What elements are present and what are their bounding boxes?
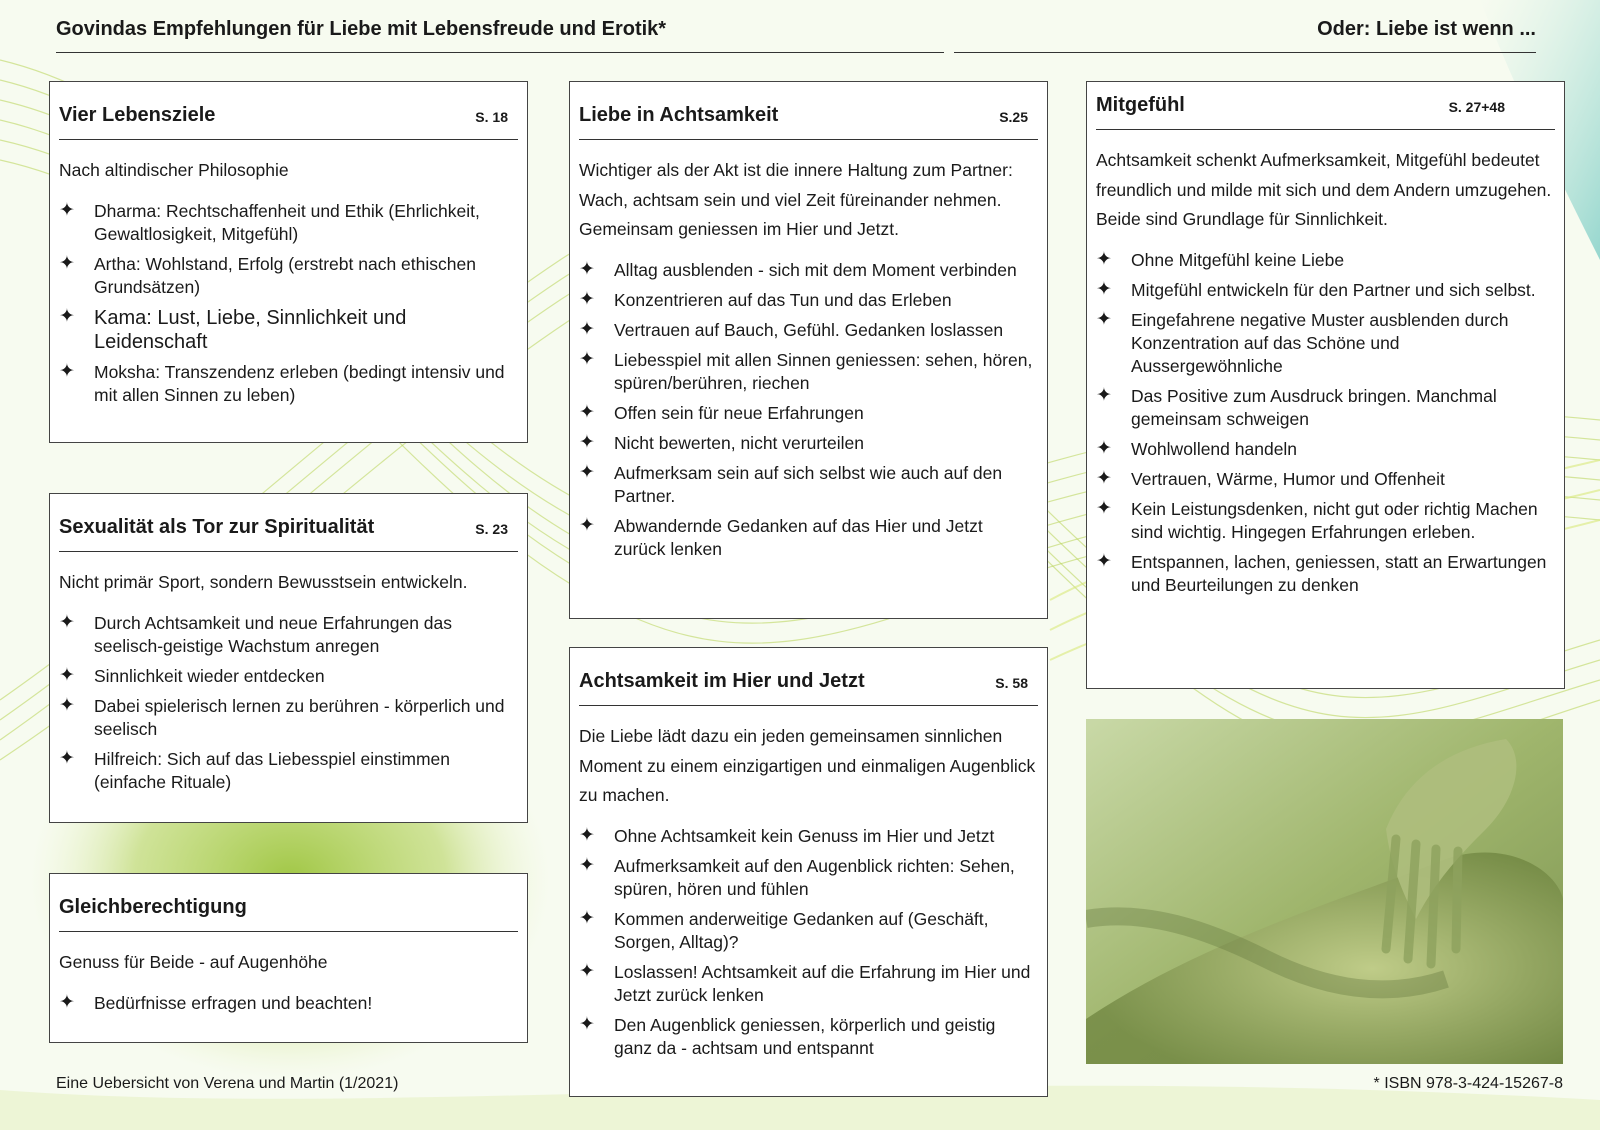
list-item: ✦ Dabei spielerisch lernen zu berühren - körperlich und seelisch [59, 694, 505, 739]
card-mitgefuehl [1086, 81, 1565, 689]
bullet-list [59, 200, 518, 407]
star-bullet-icon: ✦ [1096, 497, 1112, 519]
list-item: ✦ Wohlwollend handeln [1096, 437, 1298, 459]
card-intro: Achtsamkeit schenkt Aufmerksamkeit, Mitgefühl bedeutet freundlich und milde mit sich und dem Andern umzugehen. Beide sind Grundlage für Sinnlichkeit. [1096, 150, 1552, 229]
star-bullet-icon: ✦ [579, 907, 595, 929]
star-bullet-icon: ✦ [1096, 308, 1112, 330]
star-bullet-icon: ✦ [579, 514, 595, 536]
star-bullet-icon: ✦ [59, 305, 75, 327]
star-bullet-icon: ✦ [1096, 437, 1112, 459]
star-bullet-icon: ✦ [59, 199, 75, 221]
footer-credit: Eine Uebersicht von Verena und Martin (1/2021) [56, 1075, 399, 1092]
page-reference: S. 58 [995, 675, 1028, 691]
list-item: ✦ Loslassen! Achtsamkeit auf die Erfahrung im Hier und Jetzt zurück lenken [579, 960, 1031, 1005]
list-item: ✦ Artha: Wohlstand, Erfolg (erstrebt nach ethischen Grundsätzen) [59, 252, 476, 297]
star-bullet-icon: ✦ [59, 360, 75, 382]
page-reference: S. 27+48 [1448, 99, 1505, 115]
list-item: ✦ Mitgefühl entwickeln für den Partner und sich selbst. [1096, 278, 1536, 300]
page-reference: S.25 [999, 109, 1028, 125]
page-title: Govindas Empfehlungen für Liebe mit Lebensfreude und Erotik* [56, 18, 667, 40]
list-item: ✦ Aufmerksam sein auf sich selbst wie auch auf den Partner. [579, 461, 1003, 506]
star-bullet-icon: ✦ [579, 854, 595, 876]
list-item: ✦ Den Augenblick geniessen, körperlich und geistig ganz da - achtsam und entspannt [579, 1013, 996, 1058]
list-item: ✦ Konzentrieren auf das Tun und das Erleben [579, 288, 952, 310]
star-bullet-icon: ✦ [59, 611, 75, 633]
star-bullet-icon: ✦ [579, 431, 595, 453]
star-bullet-icon: ✦ [579, 288, 595, 310]
list-item: ✦ Liebesspiel mit allen Sinnen geniessen: sehen, hören, spüren/berühren, riechen [579, 348, 1033, 393]
star-bullet-icon: ✦ [1096, 248, 1112, 270]
card-title: Vier Lebensziele [59, 104, 216, 126]
star-bullet-icon: ✦ [1096, 384, 1112, 406]
bullet-list [59, 612, 518, 794]
list-item: ✦ Nicht bewerten, nicht verurteilen [579, 431, 864, 453]
list-item: ✦ Ohne Mitgefühl keine Liebe [1096, 248, 1345, 270]
list-item: ✦ Dharma: Rechtschaffenheit und Ethik (Ehrlichkeit, Gewaltlosigkeit, Mitgefühl) [59, 199, 480, 244]
card-title: Gleichberechtigung [59, 896, 247, 918]
list-item: ✦ Das Positive zum Ausdruck bringen. Manchmal gemeinsam schweigen [1096, 384, 1497, 429]
card-title: Achtsamkeit im Hier und Jetzt [579, 670, 865, 692]
page-subtitle: Oder: Liebe ist wenn ... [1317, 18, 1536, 40]
card-header [59, 516, 518, 552]
card-intro: Nach altindischer Philosophie [59, 160, 289, 180]
card-title: Liebe in Achtsamkeit [579, 104, 779, 126]
list-item: ✦ Durch Achtsamkeit und neue Erfahrungen das seelisch-geistige Wachstum anregen [59, 611, 452, 656]
list-item: ✦ Offen sein für neue Erfahrungen [579, 401, 864, 423]
star-bullet-icon: ✦ [579, 960, 595, 982]
star-bullet-icon: ✦ [59, 747, 75, 769]
list-item: ✦ Moksha: Transzendenz erleben (bedingt intensiv und mit allen Sinnen zu leben) [59, 360, 505, 405]
list-item: ✦ Vertrauen, Wärme, Humor und Offenheit [1096, 467, 1445, 489]
star-bullet-icon: ✦ [579, 258, 595, 280]
list-item: ✦ Entspannen, lachen, geniessen, statt an Erwartungen und Beurteilungen zu denken [1096, 550, 1547, 595]
card-intro: Die Liebe lädt dazu ein jeden gemeinsamen sinnlichen Moment zu einem einzigartigen und einmaligen Augenblick zu machen. [579, 726, 1036, 805]
star-bullet-icon: ✦ [579, 318, 595, 340]
star-bullet-icon: ✦ [579, 348, 595, 370]
card-vier-lebensziele [49, 81, 528, 443]
star-bullet-icon: ✦ [59, 252, 75, 274]
bullet-list [59, 992, 518, 1015]
list-item: ✦ Alltag ausblenden - sich mit dem Moment verbinden [579, 258, 1017, 280]
bullet-list [1096, 249, 1555, 597]
list-item: ✦ Kein Leistungsdenken, nicht gut oder richtig Machen sind wichtig. Hingegen Erfahrungen erleben. [1096, 497, 1538, 542]
list-item: ✦ Aufmerksamkeit auf den Augenblick richten: Sehen, spüren, hören und fühlen [579, 854, 1015, 899]
star-bullet-icon: ✦ [59, 664, 75, 686]
star-bullet-icon: ✦ [1096, 278, 1112, 300]
card-header [1096, 94, 1555, 130]
massage-photo [1086, 719, 1563, 1064]
star-bullet-icon: ✦ [579, 824, 595, 846]
page-reference: S. 18 [475, 109, 508, 125]
list-item: ✦ Hilfreich: Sich auf das Liebesspiel einstimmen (einfache Rituale) [59, 747, 450, 792]
card-header [579, 104, 1038, 140]
card-header [59, 104, 518, 140]
list-item: ✦ Vertrauen auf Bauch, Gefühl. Gedanken loslassen [579, 318, 1004, 340]
header-rule-right [954, 52, 1536, 53]
list-item: ✦ Ohne Achtsamkeit kein Genuss im Hier und Jetzt [579, 824, 995, 846]
star-bullet-icon: ✦ [1096, 467, 1112, 489]
star-bullet-icon: ✦ [579, 401, 595, 423]
page-reference: S. 23 [475, 521, 508, 537]
card-achtsamkeit-hier-jetzt [569, 647, 1048, 1097]
card-intro: Genuss für Beide - auf Augenhöhe [59, 952, 328, 972]
list-item: ✦ Kommen anderweitige Gedanken auf (Geschäft, Sorgen, Alltag)? [579, 907, 989, 952]
card-intro: Wichtiger als der Akt ist die innere Haltung zum Partner: Wach, achtsam sein und viel Zeit füreinander nehmen. Gemeinsam geniessen im Hier und Jetzt. [579, 160, 1013, 239]
bullet-list [579, 825, 1038, 1060]
bullet-list [579, 259, 1038, 561]
list-item: ✦ Bedürfnisse erfragen und beachten! [59, 991, 373, 1013]
footer-isbn: * ISBN 978-3-424-15267-8 [1373, 1075, 1563, 1092]
list-item: ✦ Abwandernde Gedanken auf das Hier und Jetzt zurück lenken [579, 514, 983, 559]
card-header [59, 896, 518, 932]
card-gleichberechtigung [49, 873, 528, 1043]
star-bullet-icon: ✦ [579, 1013, 595, 1035]
header-rule-left [56, 52, 944, 53]
star-bullet-icon: ✦ [1096, 550, 1112, 572]
list-item: ✦ Kama: Lust, Liebe, Sinnlichkeit und Leidenschaft [59, 305, 407, 353]
star-bullet-icon: ✦ [59, 991, 75, 1013]
card-liebe-in-achtsamkeit [569, 81, 1048, 619]
card-sexualitaet [49, 493, 528, 823]
card-header [579, 670, 1038, 706]
card-intro: Nicht primär Sport, sondern Bewusstsein entwickeln. [59, 572, 468, 592]
card-title: Mitgefühl [1096, 94, 1185, 116]
star-bullet-icon: ✦ [59, 694, 75, 716]
list-item: ✦ Eingefahrene negative Muster ausblenden durch Konzentration auf das Schöne und Aussergewöhnliche [1096, 308, 1509, 376]
card-title: Sexualität als Tor zur Spiritualität [59, 516, 375, 538]
star-bullet-icon: ✦ [579, 461, 595, 483]
list-item: ✦ Sinnlichkeit wieder entdecken [59, 664, 325, 686]
